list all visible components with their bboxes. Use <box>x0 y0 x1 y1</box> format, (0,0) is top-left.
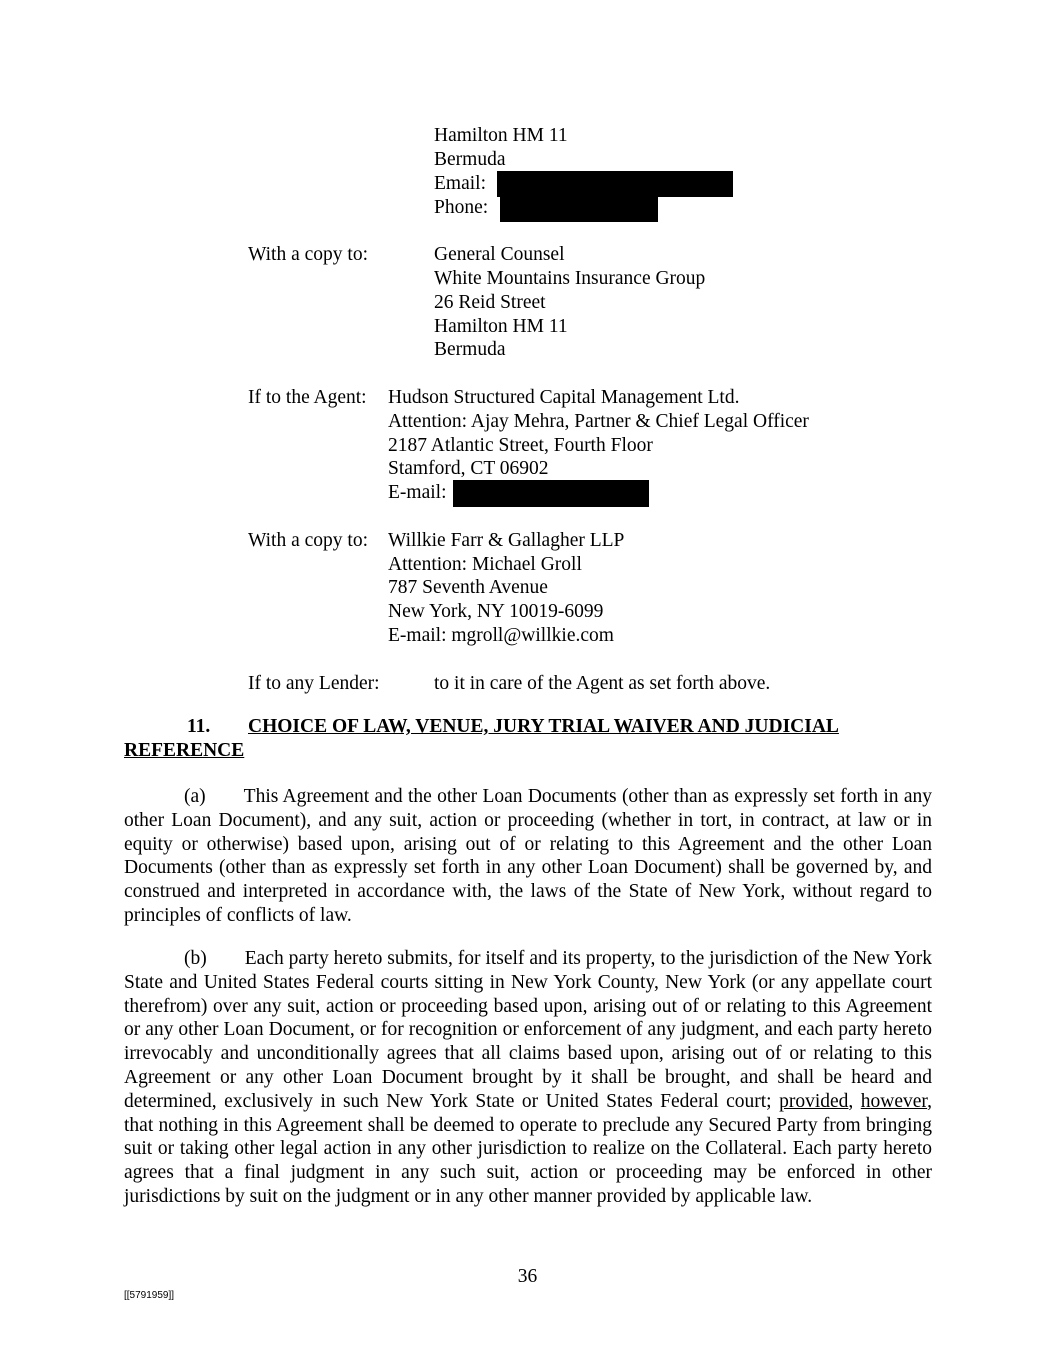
copy-to-label: With a copy to: <box>248 244 368 265</box>
address-line: 26 Reid Street <box>434 292 546 313</box>
section-title: REFERENCE <box>124 740 245 761</box>
paragraph-marker: (b) <box>184 948 207 969</box>
lender-label: If to any Lender: <box>248 673 380 694</box>
address-line: 2187 Atlantic Street, Fourth Floor <box>388 435 653 456</box>
address-line: Attention: Michael Groll <box>388 554 582 575</box>
address-line: Bermuda <box>434 149 506 170</box>
redaction-box <box>453 480 649 507</box>
address-line: White Mountains Insurance Group <box>434 268 706 289</box>
section-number: 11. <box>187 716 211 737</box>
paragraph-text: Each party hereto submits, for itself and its property, to the jurisdiction of the New York State and United States Federal courts sitting in New York County, New York (or any appellate court therefrom) over any suit, action or proceeding based upon, arising out of or relating to this Agreement or any other Loan Document, or for recognition or enforcement of any judgment, and each party hereto irrevocably and unconditionally agrees that all claims based upon, arising out of or relating to this Agreement or any other Loan Document brought by it shall be brought, and shall be heard and determined, exclusively in such New York State or United States Federal court; <box>124 948 932 1112</box>
comma: , <box>848 1090 854 1112</box>
address-line: E-mail: mgroll@willkie.com <box>388 625 614 646</box>
address-line: Hudson Structured Capital Management Ltd. <box>388 387 740 408</box>
agent-label: If to the Agent: <box>248 387 367 408</box>
email-label: E-mail: <box>388 482 447 503</box>
address-line: Bermuda <box>434 339 506 360</box>
redaction-box <box>497 171 733 197</box>
address-line: New York, NY 10019-6099 <box>388 601 604 622</box>
address-line: Attention: Ajay Mehra, Partner & Chief Legal Officer <box>388 411 809 432</box>
address-line: General Counsel <box>434 244 565 265</box>
address-line: Hamilton HM 11 <box>434 125 568 146</box>
copy-to-label: With a copy to: <box>248 530 368 551</box>
provided-term: provided <box>779 1090 849 1112</box>
paragraph-text: , that nothing in this Agreement shall be deemed to operate to preclude any Secured Party from bringing suit or taking other legal action in any other jurisdiction to realize on the Collateral. Each party hereto agrees that a final judgment in any such suit, action or proceeding may be enforced in other jurisdictions by suit on the judgment or in any other manner provided by applicable law. <box>124 1090 933 1207</box>
email-label: Email: <box>434 173 486 194</box>
paragraph-b <box>124 947 932 1209</box>
page-number: 36 <box>517 1266 538 1287</box>
address-line: Stamford, CT 06902 <box>388 458 549 479</box>
section-title: CHOICE OF LAW, VENUE, JURY TRIAL WAIVER AND JUDICIAL <box>248 716 839 737</box>
paragraph-marker: (a) <box>184 786 206 807</box>
paragraph-a <box>124 785 932 928</box>
lender-text: to it in care of the Agent as set forth above. <box>434 673 771 694</box>
address-line: Willkie Farr & Gallagher LLP <box>388 530 625 551</box>
address-line: 787 Seventh Avenue <box>388 577 548 598</box>
paragraph-text: This Agreement and the other Loan Documents (other than as expressly set forth in any other Loan Document), and any suit, action or proceeding (whether in tort, in contract, at law or in equity or otherwise) based upon, arising out of or relating to this Agreement and the other Loan Documents (other than as expressly set forth in any other Loan Document) shall be governed by, and construed and interpreted in accordance with, the laws of the State of New York, without regard to principles of conflicts of law. <box>124 786 932 926</box>
document-id: [[5791959]] <box>124 1290 175 1301</box>
phone-label: Phone: <box>434 197 489 218</box>
however-term: however <box>860 1090 928 1112</box>
address-line: Hamilton HM 11 <box>434 316 568 337</box>
redaction-box <box>500 197 658 222</box>
